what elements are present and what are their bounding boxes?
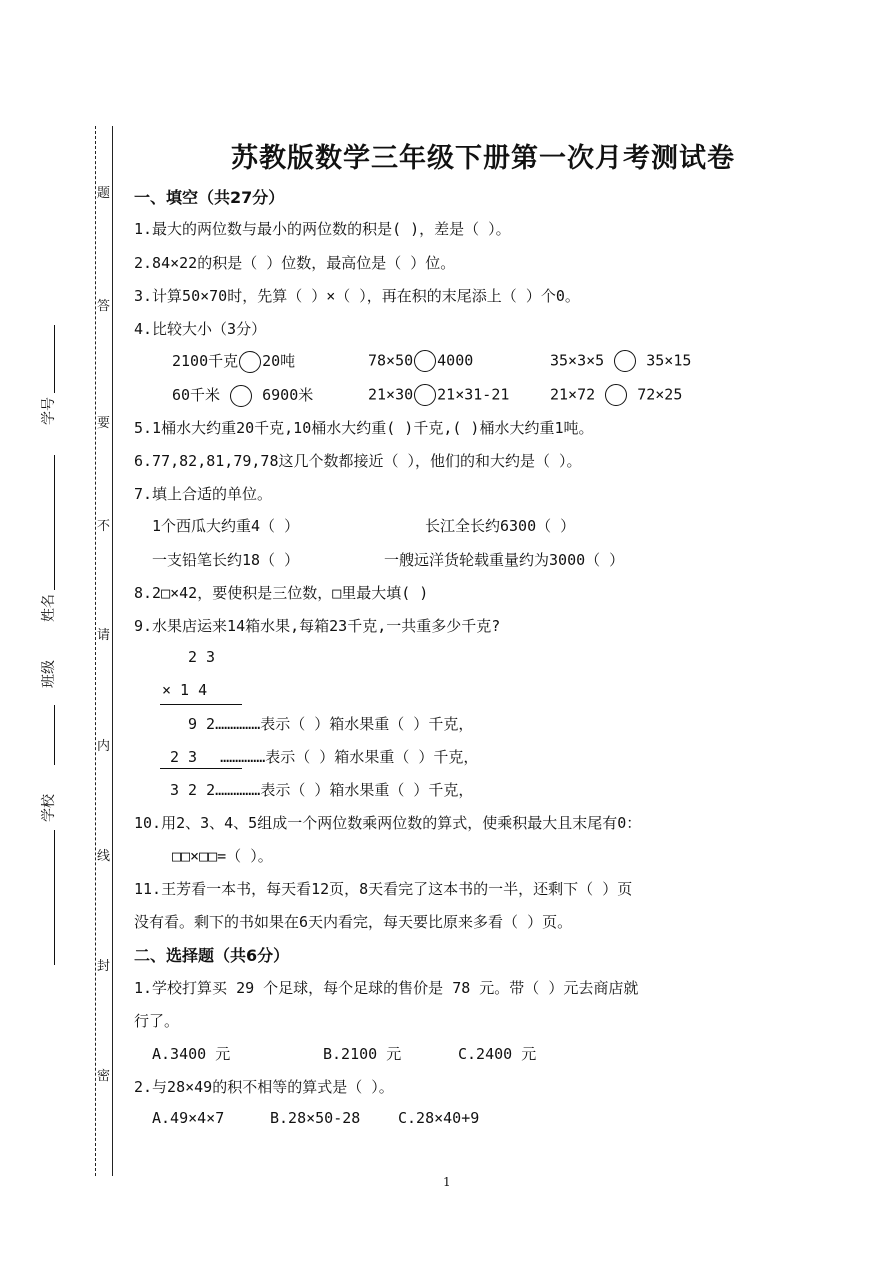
margin-char-3: 要	[97, 416, 111, 431]
compare-row-1c	[550, 350, 691, 372]
calc-line-2	[160, 768, 242, 769]
question-7d: 一艘远洋货轮载重量约为3000（ ）	[384, 551, 625, 569]
question-7c: 一支铅笔长约18（ ）	[152, 551, 300, 569]
question-4: 4.比较大小（3分）	[134, 320, 267, 338]
binding-dashed-line	[95, 126, 96, 1176]
compare-left: 78×50	[368, 351, 414, 370]
compare-circle[interactable]	[605, 384, 627, 406]
compare-left: 21×30	[368, 385, 414, 404]
calc-multiplier: × 1 4	[162, 681, 208, 699]
question-1: 1.最大的两位数与最小的两位数的积是( )，差是（ ）。	[134, 220, 511, 238]
margin-label-class: 班级	[41, 660, 57, 688]
calc-digits: 2 3	[170, 748, 198, 766]
compare-right: 4000	[437, 351, 474, 370]
calc-dots: ……………	[215, 715, 261, 733]
choice-1-option-a: A.3400 元	[152, 1045, 231, 1063]
calc-line-1	[160, 704, 242, 705]
compare-right: 6900米	[262, 386, 314, 404]
question-7: 7.填上合适的单位。	[134, 485, 273, 503]
margin-char-7: 线	[97, 849, 111, 864]
calc-digits: 3 2 2	[170, 781, 216, 799]
compare-circle[interactable]	[414, 350, 436, 372]
binding-solid-line	[112, 126, 113, 1176]
calc-dots: ……………	[220, 748, 266, 766]
compare-left: 2100千克	[172, 352, 239, 370]
calc-multiplicand: 2 3	[188, 648, 216, 666]
question-10: 10.用2、3、4、5组成一个两位数乘两位数的算式，使乘积最大且末尾有0：	[134, 814, 642, 832]
compare-row-2a	[172, 384, 313, 407]
compare-row-1b	[368, 350, 473, 372]
question-11-line-2: 没有看。剩下的书如果在6天内看完，每天要比原来多看（ ）页。	[134, 913, 573, 931]
section-2-heading: 二、选择题（共6分）	[134, 946, 290, 965]
compare-circle[interactable]	[230, 385, 252, 407]
margin-char-8: 封	[97, 959, 111, 974]
margin-label-school: 学校	[41, 794, 57, 822]
margin-char-5: 请	[97, 628, 111, 643]
margin-char-2: 答	[97, 299, 111, 314]
question-6: 6.77,82,81,79,78这几个数都接近（ ），他们的和大约是（ ）。	[134, 452, 582, 470]
school-line	[54, 830, 56, 965]
question-10-blank: □□×□□=（ ）。	[172, 847, 273, 865]
compare-row-2b	[368, 384, 509, 406]
calc-explain: 表示（ ）箱水果重（ ）千克，	[260, 781, 474, 799]
question-9: 9.水果店运来14箱水果,每箱23千克,一共重多少千克?	[134, 617, 501, 635]
margin-label-name: 姓名	[41, 594, 57, 622]
compare-circle[interactable]	[239, 351, 261, 373]
compare-left: 21×72	[550, 385, 596, 404]
choice-2-option-a: A.49×4×7	[152, 1109, 225, 1127]
compare-left: 35×3×5	[550, 351, 605, 370]
calc-row-3	[170, 779, 473, 800]
question-8: 8.2□×42，要使积是三位数，□里最大填( )	[134, 584, 429, 602]
choice-1-line-2: 行了。	[134, 1012, 180, 1030]
choice-2-option-c: C.28×40+9	[398, 1109, 480, 1127]
page-number: 1	[443, 1175, 451, 1189]
compare-right: 21×31-21	[437, 385, 510, 404]
section-1-heading: 一、填空（共27分）	[134, 188, 285, 207]
compare-right: 72×25	[637, 385, 683, 404]
compare-left: 60千米	[172, 386, 221, 404]
margin-char-1: 题	[97, 186, 111, 201]
name-line	[54, 455, 56, 590]
class-line	[54, 705, 56, 765]
compare-right: 20吨	[262, 352, 296, 370]
student-id-line	[54, 325, 56, 393]
choice-2-option-b: B.28×50-28	[270, 1109, 361, 1127]
choice-1-option-c: C.2400 元	[458, 1045, 537, 1063]
margin-char-9: 密	[97, 1069, 111, 1084]
compare-row-2c	[550, 384, 682, 406]
compare-circle[interactable]	[614, 350, 636, 372]
calc-explain: 表示（ ）箱水果重（ ）千克，	[265, 748, 479, 766]
calc-digits: 9 2	[188, 715, 216, 733]
question-11-line-1: 11.王芳看一本书，每天看12页，8天看完了这本书的一半，还剩下（ ）页	[134, 880, 633, 898]
page-title: 苏教版数学三年级下册第一次月考测试卷	[231, 143, 735, 174]
question-3: 3.计算50×70时，先算（ ）×（ ），再在积的末尾添上（ ）个0。	[134, 287, 580, 305]
choice-2: 2.与28×49的积不相等的算式是（ ）。	[134, 1078, 394, 1096]
margin-label-student-id: 学号	[41, 397, 57, 425]
calc-row-2	[170, 746, 478, 767]
calc-explain: 表示（ ）箱水果重（ ）千克，	[260, 715, 474, 733]
question-5: 5.1桶水大约重20千克,10桶水大约重( )千克,( )桶水大约重1吨。	[134, 419, 594, 437]
calc-row-1	[188, 713, 473, 734]
margin-char-6: 内	[97, 739, 111, 754]
compare-circle[interactable]	[414, 384, 436, 406]
choice-1-line-1: 1.学校打算买 29 个足球，每个足球的售价是 78 元。带（ ）元去商店就	[134, 979, 639, 997]
margin-char-4: 不	[97, 519, 111, 534]
compare-right: 35×15	[646, 351, 692, 370]
question-7a: 1个西瓜大约重4（ ）	[152, 517, 300, 535]
choice-1-option-b: B.2100 元	[323, 1045, 402, 1063]
question-7b: 长江全长约6300（ ）	[425, 517, 576, 535]
calc-dots: ……………	[215, 781, 261, 799]
compare-row-1a	[172, 350, 295, 373]
question-2: 2.84×22的积是（ ）位数，最高位是（ ）位。	[134, 254, 456, 272]
